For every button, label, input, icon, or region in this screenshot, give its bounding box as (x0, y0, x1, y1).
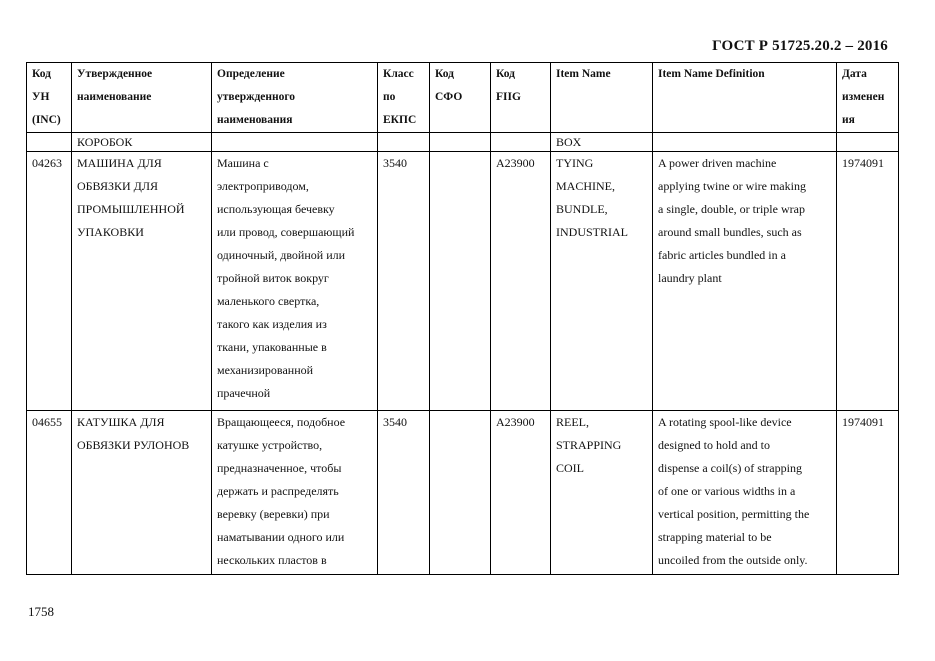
catalog-table (26, 62, 899, 575)
col-header-date: Дата изменен ия (837, 63, 899, 133)
table-row (27, 152, 899, 411)
cell-item-name: TYING MACHINE, BUNDLE, INDUSTRIAL (551, 152, 653, 411)
cell-approved-name: МАШИНА ДЛЯ ОБВЯЗКИ ДЛЯ ПРОМЫШЛЕННОЙ УПАКОВКИ (72, 152, 212, 411)
table-row-continuation (27, 133, 899, 152)
cell-item-definition (653, 133, 837, 152)
cell-item-definition: A power driven machine applying twine or wire making a single, double, or triple wrap around small bundles, such as fabric articles bundled in a laundry plant (653, 152, 837, 411)
cell-approved-name: КОРОБОК (72, 133, 212, 152)
cell-definition: Вращающееся, подобное катушке устройство, предназначенное, чтобы держать и распределять веревку (веревки) при наматывании одного или нескольких пластов в (212, 411, 378, 575)
cell-item-definition: A rotating spool-like device designed to hold and to dispense a coil(s) of strapping of one or various widths in a vertical position, permitting the strapping material to be uncoiled from the outside only. (653, 411, 837, 575)
col-header-definition: Определение утвержденного наименования (212, 63, 378, 133)
col-header-item-name: Item Name (551, 63, 653, 133)
cell-fiig: A23900 (491, 411, 551, 575)
cell-date: 1974091 (837, 152, 899, 411)
table-row (27, 411, 899, 575)
col-header-approved-name: Утвержденное наименование (72, 63, 212, 133)
cell-class (378, 133, 430, 152)
cell-fiig: A23900 (491, 152, 551, 411)
col-header-fiig: Код FIIG (491, 63, 551, 133)
cell-item-name: BOX (551, 133, 653, 152)
cell-code: 04263 (27, 152, 72, 411)
cell-class: 3540 (378, 411, 430, 575)
cell-definition (212, 133, 378, 152)
cell-code (27, 133, 72, 152)
cell-sfo (430, 133, 491, 152)
cell-sfo (430, 152, 491, 411)
cell-item-name: REEL, STRAPPING COIL (551, 411, 653, 575)
col-header-code: Код УН (INC) (27, 63, 72, 133)
cell-code: 04655 (27, 411, 72, 575)
col-header-item-definition: Item Name Definition (653, 63, 837, 133)
cell-date: 1974091 (837, 411, 899, 575)
cell-sfo (430, 411, 491, 575)
col-header-sfo: Код СФО (430, 63, 491, 133)
cell-definition: Машина с электроприводом, использующая бечевку или провод, совершающий одиночный, двойной или тройной виток вокруг маленького свертка, такого как изделия из ткани, упакованные в механизированной прачечной (212, 152, 378, 411)
cell-class: 3540 (378, 152, 430, 411)
page-number: 1758 (28, 604, 54, 619)
cell-fiig (491, 133, 551, 152)
cell-date (837, 133, 899, 152)
table-header-row (27, 63, 899, 133)
cell-approved-name: КАТУШКА ДЛЯ ОБВЯЗКИ РУЛОНОВ (72, 411, 212, 575)
col-header-class: Класс по ЕКПС (378, 63, 430, 133)
document-standard-header: ГОСТ Р 51725.20.2 – 2016 (712, 38, 888, 54)
